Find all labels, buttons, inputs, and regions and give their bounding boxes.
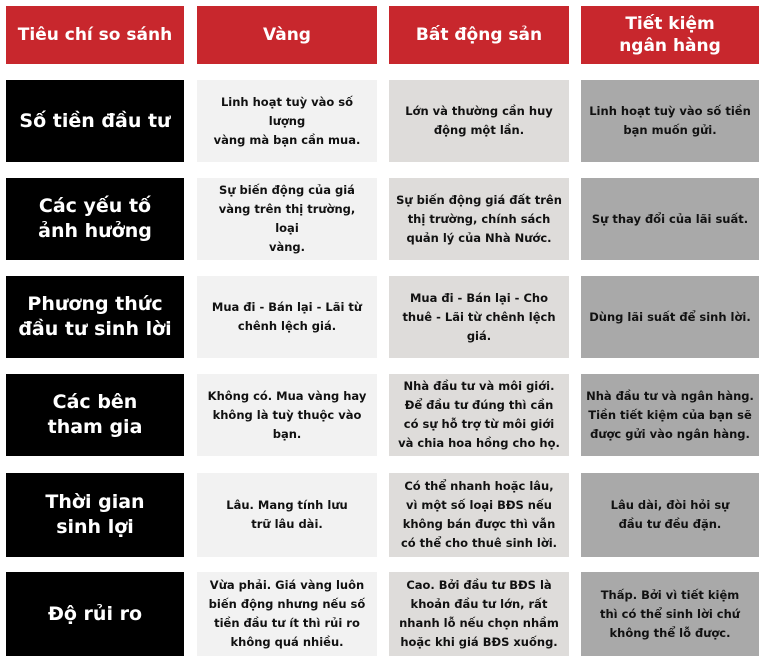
header-savings [581, 6, 759, 64]
cell-text: Có thể nhanh hoặc lâu, vì một số loại BĐS nếu không bán được thì vẫn có thể cho thuê sinh lời. [400, 479, 558, 550]
cell-text: Sự biến động giá đất trên thị trường, chính sách quản lý của Nhà Nước. [396, 192, 562, 245]
row-label-text: Các yếu tố ảnh hưởng [38, 195, 152, 242]
row-label-text: Phương thức đầu tư sinh lời [18, 293, 172, 340]
cell-gold-risk-level [197, 572, 377, 656]
row-label-risk-level [6, 572, 184, 656]
header-real-estate [389, 6, 569, 64]
cell-text: Cao. Bởi đầu tư BĐS là khoản đầu tư lớn, rất nhanh lỗ nếu chọn nhầm hoặc khi giá BĐS xuống. [399, 578, 559, 649]
cell-real-estate-profit-time [389, 473, 569, 557]
header-gold-label: Vàng [263, 25, 311, 45]
cell-savings-parties-involved [581, 374, 759, 456]
cell-gold-investment-amount [197, 80, 377, 162]
cell-real-estate-parties-involved [389, 374, 569, 456]
cell-savings-profit-time [581, 473, 759, 557]
row-label-text: Các bên tham gia [47, 391, 143, 438]
cell-text: Mua đi - Bán lại - Lãi từ chênh lệch giá. [211, 300, 363, 333]
cell-text: Mua đi - Bán lại - Cho thuê - Lãi từ chênh lệch giá. [402, 290, 556, 343]
header-criteria-label: Tiêu chí so sánh [17, 25, 173, 45]
cell-gold-parties-involved [197, 374, 377, 456]
cell-text: Nhà đầu tư và môi giới. Để đầu tư đúng thì cần có sự hỗ trợ từ môi giới và chia hoa hồng cho họ. [398, 379, 560, 450]
cell-text: Sự thay đổi của lãi suất. [591, 211, 749, 226]
row-label-profit-method [6, 276, 184, 358]
header-criteria [6, 6, 184, 64]
header-gold [197, 6, 377, 64]
cell-text: Linh hoạt tuỳ vào số lượng vàng mà bạn cần mua. [213, 94, 361, 147]
cell-savings-risk-level [581, 572, 759, 656]
cell-savings-investment-amount [581, 80, 759, 162]
cell-text: Thấp. Bởi vì tiết kiệm thì có thể sinh lời chứ không thể lỗ được. [600, 587, 740, 640]
cell-text: Nhà đầu tư và ngân hàng. Tiền tiết kiệm của bạn sẽ được gửi vào ngân hàng. [586, 388, 754, 441]
cell-text: Lâu dài, đòi hỏi sự đầu tư đều đặn. [610, 498, 730, 531]
cell-real-estate-risk-level [389, 572, 569, 656]
cell-savings-profit-method [581, 276, 759, 358]
row-label-text: Độ rủi ro [47, 602, 143, 625]
row-label-text: Thời gian sinh lợi [45, 491, 145, 538]
cell-savings-influencing-factors [581, 178, 759, 260]
cell-gold-profit-time [197, 473, 377, 557]
cell-text: Không có. Mua vàng hay không là tuỳ thuộc vào bạn. [207, 388, 367, 441]
row-label-investment-amount [6, 80, 184, 162]
cell-text: Lớn và thường cần huy động một lần. [405, 104, 553, 137]
header-savings-label: Tiết kiệm ngân hàng [619, 14, 721, 56]
row-label-influencing-factors [6, 178, 184, 260]
cell-text: Dùng lãi suất để sinh lời. [589, 309, 751, 324]
row-label-profit-time [6, 473, 184, 557]
cell-text: Lâu. Mang tính lưu trữ lâu dài. [226, 498, 348, 531]
header-real-estate-label: Bất động sản [415, 25, 543, 45]
cell-gold-influencing-factors [197, 178, 377, 260]
cell-gold-profit-method [197, 276, 377, 358]
cell-real-estate-investment-amount [389, 80, 569, 162]
cell-real-estate-profit-method [389, 276, 569, 358]
row-label-parties-involved [6, 374, 184, 456]
cell-text: Sự biến động của giá vàng trên thị trường, loại vàng. [218, 183, 356, 254]
row-label-text: Số tiền đầu tư [19, 109, 171, 132]
cell-real-estate-influencing-factors [389, 178, 569, 260]
cell-text: Vừa phải. Giá vàng luôn biến động nhưng nếu số tiền đầu tư ít thì rủi ro không quá nhiều. [208, 578, 366, 649]
cell-text: Linh hoạt tuỳ vào số tiền bạn muốn gửi. [589, 104, 751, 137]
